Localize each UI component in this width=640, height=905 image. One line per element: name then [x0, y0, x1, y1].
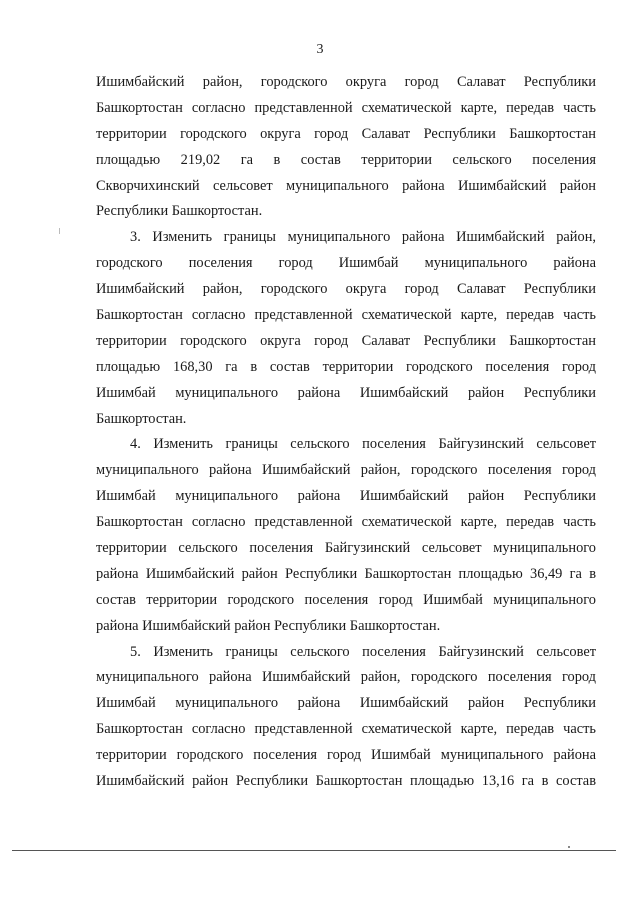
text-line: района Ишимбайский район Республики Башкортостан площадью 36,49 га в — [96, 565, 596, 582]
text-line: Башкортостан. — [96, 410, 187, 427]
text-line: Ишимбайский район, городского округа город Салават Республики — [96, 74, 596, 90]
text-line: муниципального района Ишимбайский район, городского поселения город — [96, 669, 596, 686]
text-line: территории городского округа город Салават Республики Башкортостан — [96, 332, 596, 349]
text-line: Ишимбай муниципального района Ишимбайский район Республики — [96, 488, 596, 505]
text-line: площадью 168,30 га в состав территории городского поселения город — [96, 358, 596, 375]
text-line: Ишимбай муниципального района Ишимбайский район Республики — [96, 384, 596, 401]
scan-dot — [568, 846, 570, 848]
text-line: городского поселения город Ишимбай муниципального района — [96, 255, 596, 272]
text-line: Ишимбай муниципального района Ишимбайский район Республики — [96, 695, 596, 712]
text-line: 4. Изменить границы сельского поселения Байгузинский сельсовет — [130, 436, 596, 453]
text-line: Башкортостан согласно представленной схематической карте, передав часть — [96, 721, 596, 738]
page-number: 3 — [316, 42, 324, 57]
scan-mark — [59, 228, 60, 234]
text-line: Башкортостан согласно представленной схематической карте, передав часть — [96, 99, 596, 116]
text-line: Башкортостан согласно представленной схематической карте, передав часть — [96, 514, 596, 531]
paragraph-lines — [96, 70, 596, 795]
text-line: Ишимбайский район Республики Башкортостан площадью 13,16 га в состав — [96, 773, 596, 790]
text-line: Башкортостан согласно представленной схематической карте, передав часть — [96, 307, 596, 324]
text-line: Республики Башкортостан. — [96, 203, 263, 220]
text-line: территории сельского поселения Байгузинский сельсовет муниципального — [96, 540, 596, 557]
text-line: 5. Изменить границы сельского поселения Байгузинский сельсовет — [130, 643, 596, 660]
document-body — [96, 70, 596, 795]
text-line: муниципального района Ишимбайский район, городского поселения город — [96, 462, 596, 479]
text-line: территории городского поселения город Ишимбай муниципального района — [96, 747, 596, 764]
text-line: состав территории городского поселения город Ишимбай муниципального — [96, 591, 596, 608]
text-line: площадью 219,02 га в состав территории сельского поселения — [96, 151, 596, 168]
text-line: района Ишимбайский район Республики Башкортостан. — [96, 617, 441, 634]
footer-rule — [12, 850, 616, 851]
text-line: Ишимбайский район, городского округа город Салават Республики — [96, 281, 596, 298]
text-line: 3. Изменить границы муниципального района Ишимбайский район, — [130, 229, 596, 246]
text-line: Скворчихинский сельсовет муниципального района Ишимбайский район — [96, 177, 596, 194]
text-line: территории городского округа город Салават Республики Башкортостан — [96, 125, 596, 142]
